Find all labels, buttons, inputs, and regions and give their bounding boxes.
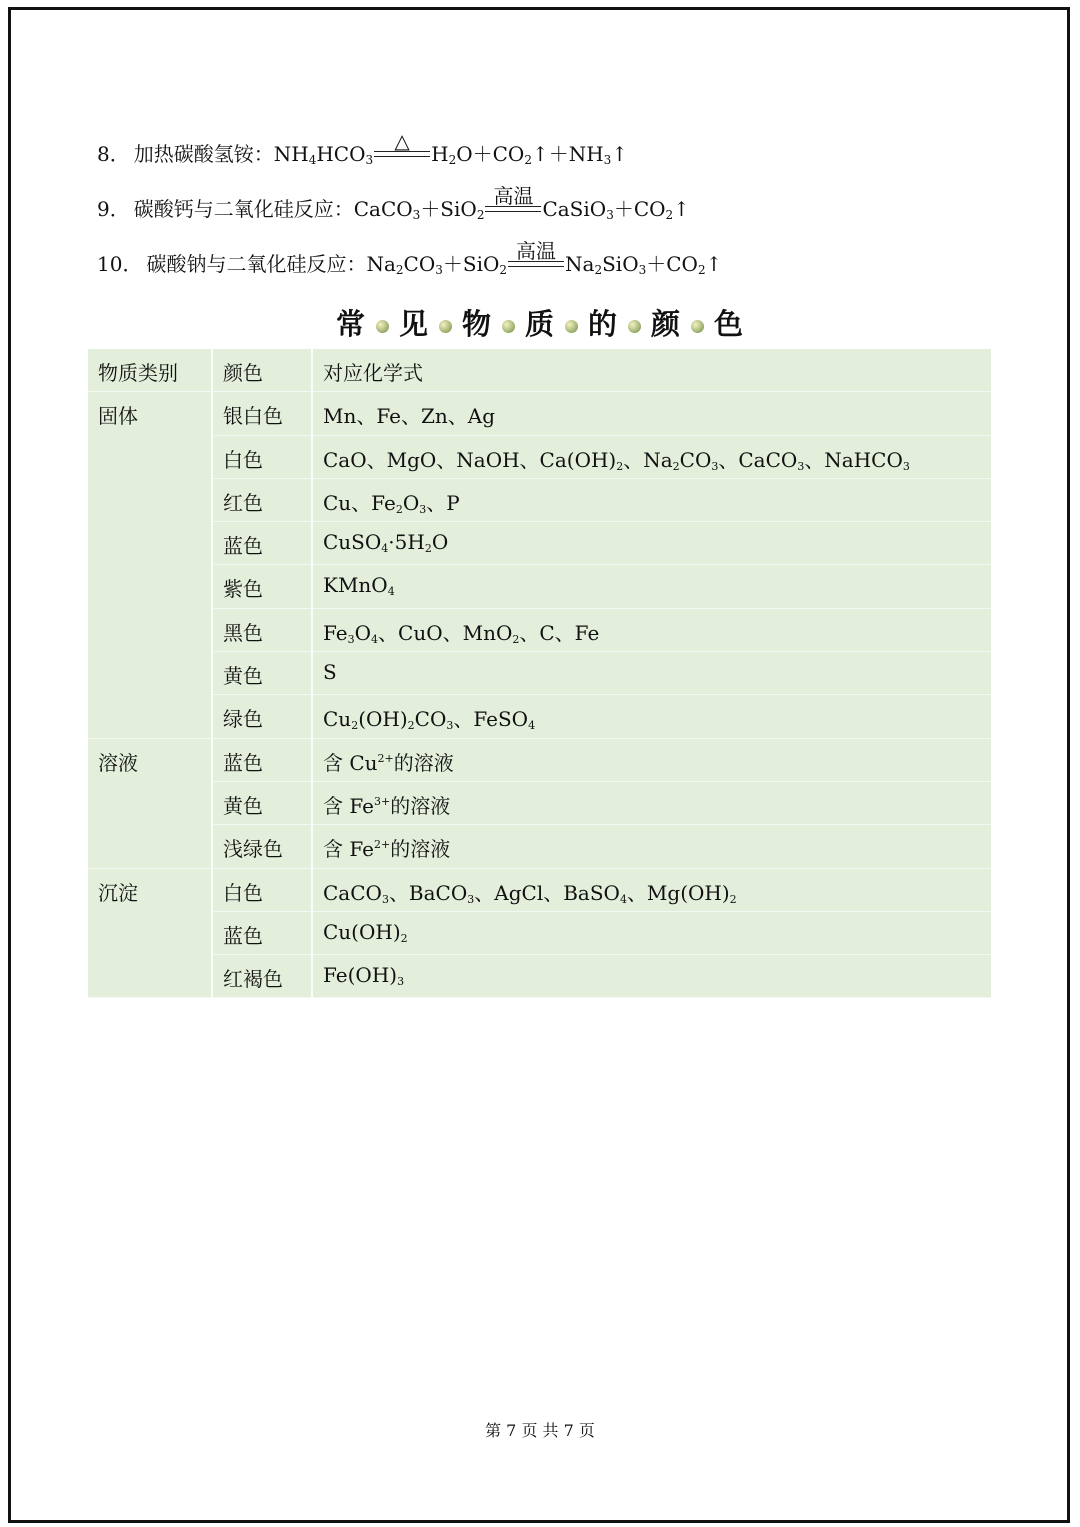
formula-cell: S [313,652,991,695]
title-char: 常 [335,307,366,341]
formula-cell: $CuSO_4\cdot 5H_2O$ [313,522,991,565]
color-cell: 白色 [213,869,313,912]
formula-cell: $Cu(OH)_2$ [313,912,991,955]
color-cell: 绿色 [213,695,313,738]
formula-cell: CaCO$_3$、BaCO$_3$、AgCl、BaSO$_4$、$Mg(OH)_2$ [313,869,991,912]
formula-cell: $Cu_2(OH)_2CO_3$、FeSO$_4$ [313,695,991,738]
color-cell: 黄色 [213,782,313,825]
formula-cell: Mn、Fe、Zn、Ag [313,392,991,435]
color-cell: 红褐色 [213,955,313,998]
equation-description: 加热碳酸氢铵： [133,142,274,166]
equation-formula: $NH_4HCO_3$ △ $H_2O+CO_2↑+NH_3↑$ [273,129,629,167]
table-row [88,609,991,652]
equation-number: 9． [97,197,130,221]
bullet-dot [628,320,641,333]
table-row [88,479,991,522]
title-char: 见 [398,307,429,341]
color-cell: 浅绿色 [213,825,313,868]
title-char: 色 [714,307,745,341]
equation-number: 8． [97,142,130,166]
color-cell: 白色 [213,436,313,479]
formula-cell: Cu、$Fe_2O_3$、P [313,479,991,522]
formula-cell: CaO、MgO、NaOH、$Ca(OH)_2$、$Na_2CO_3$、CaCO$_3$、NaHCO$_3$ [313,436,991,479]
color-cell: 蓝色 [213,522,313,565]
equation-8 [97,129,629,167]
table-row [88,739,991,782]
equation-formula: $Na_2CO_3+SiO_2$ 高温 $Na_2SiO_3+CO_2↑$ [366,239,723,277]
color-cell: 红色 [213,479,313,522]
table-row [88,565,991,608]
table-row [88,955,991,998]
table-row [88,522,991,565]
color-cell: 蓝色 [213,739,313,782]
table-row [88,782,991,825]
bullet-dot [439,320,452,333]
bullet-dot [565,320,578,333]
category-cell: 溶液 [88,739,213,869]
table-row [88,436,991,479]
formula-cell: 含 $Fe^{2+}$的溶液 [313,825,991,868]
title-char: 质 [524,307,555,341]
color-cell: 黑色 [213,609,313,652]
reaction-condition: 高温 [485,199,541,219]
table-row [88,869,991,912]
title-char: 的 [588,307,619,341]
table-header-row [88,349,991,392]
table-row [88,912,991,955]
color-cell: 紫色 [213,565,313,608]
table-row [88,695,991,738]
equation-number: 10． [97,252,143,276]
color-cell: 银白色 [213,392,313,435]
equation-10 [97,239,723,277]
page-footer: 第 7 页 共 7 页 [485,1421,595,1440]
equation-description: 碳酸钙与二氧化硅反应： [133,197,354,221]
table-row [88,825,991,868]
table-header-cell: 颜色 [213,349,313,392]
bullet-dot [376,320,389,333]
formula-cell: $Fe(OH)_3$ [313,955,991,998]
category-cell: 固体 [88,392,213,738]
formula-cell: 含 $Cu^{2+}$的溶液 [313,739,991,782]
title-char: 物 [461,307,492,341]
color-table [88,349,991,998]
category-cell: 沉淀 [88,869,213,999]
formula-cell: 含 $Fe^{3+}$的溶液 [313,782,991,825]
title-char: 颜 [651,307,682,341]
color-cell: 黄色 [213,652,313,695]
reaction-condition: △ [374,144,430,164]
reaction-condition: 高温 [508,254,564,274]
section-title [0,302,1080,343]
color-cell: 蓝色 [213,912,313,955]
table-row [88,652,991,695]
equation-formula: CaCO$_3$＋SiO$_2$ 高温 $CaSiO_3+CO_2↑$ [353,184,690,222]
formula-cell: KMnO$_4$ [313,565,991,608]
table-row [88,392,991,435]
table-header-cell: 物质类别 [88,349,213,392]
bullet-dot [502,320,515,333]
equation-9 [97,184,690,222]
bullet-dot [691,320,704,333]
table-header-cell: 对应化学式 [313,349,991,392]
equation-description: 碳酸钠与二氧化硅反应： [146,252,367,276]
formula-cell: $Fe_3O_4$、CuO、MnO$_2$、C、Fe [313,609,991,652]
